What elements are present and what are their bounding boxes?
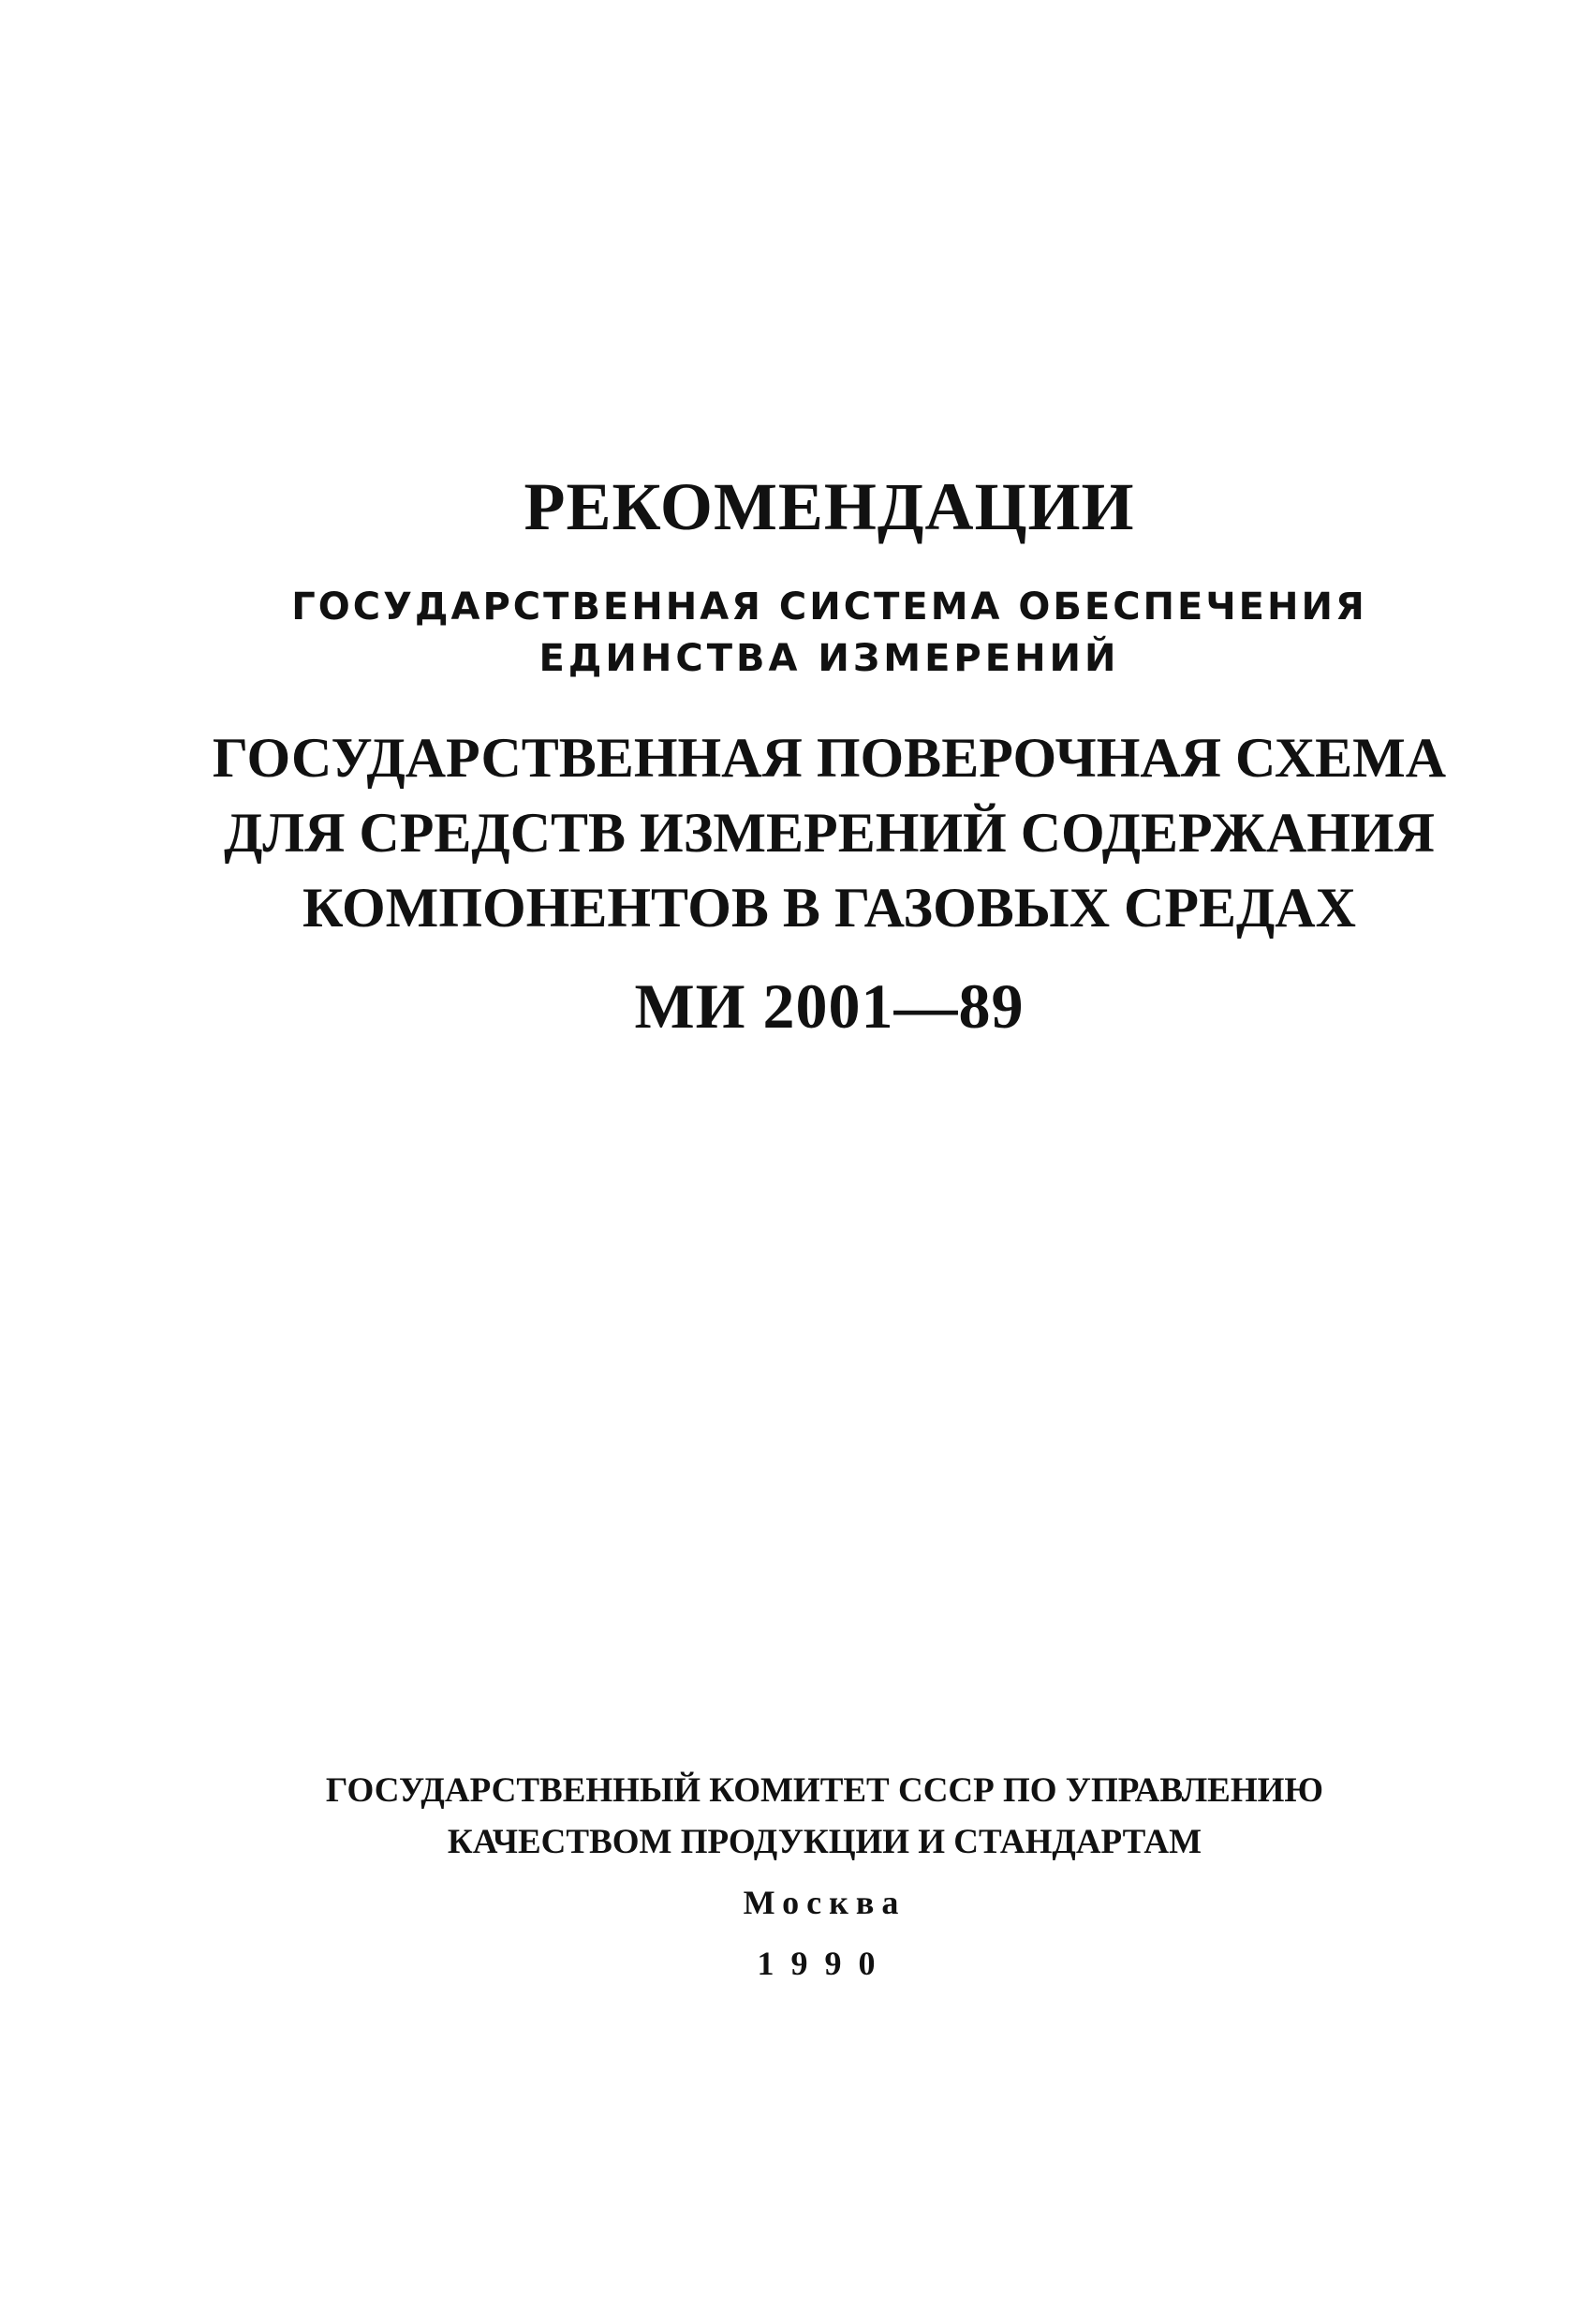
publisher-line-1: ГОСУДАРСТВЕННЫЙ КОМИТЕТ СССР ПО УПРАВЛЕНИЮ bbox=[325, 1771, 1324, 1810]
document-title-line-3: КОМПОНЕНТОВ В ГАЗОВЫХ СРЕДАХ bbox=[302, 877, 1356, 939]
document-title-line-1: ГОСУДАРСТВЕННАЯ ПОВЕРОЧНАЯ СХЕМА bbox=[212, 727, 1447, 789]
document-type-heading: РЕКОМЕНДАЦИИ bbox=[524, 469, 1135, 544]
system-name-line-2: ЕДИНСТВА ИЗМЕРЕНИЙ bbox=[538, 637, 1120, 680]
publication-year: 1990 bbox=[757, 1945, 892, 1982]
document-title-line-2: ДЛЯ СРЕДСТВ ИЗМЕРЕНИЙ СОДЕРЖАНИЯ bbox=[224, 802, 1435, 864]
publication-city: Москва bbox=[743, 1884, 907, 1921]
publisher-line-2: КАЧЕСТВОМ ПРОДУКЦИИ И СТАНДАРТАМ bbox=[447, 1823, 1202, 1861]
system-name-line-1: ГОСУДАРСТВЕННАЯ СИСТЕМА ОБЕСПЕЧЕНИЯ bbox=[291, 585, 1367, 629]
document-code: МИ 2001—89 bbox=[634, 970, 1025, 1042]
